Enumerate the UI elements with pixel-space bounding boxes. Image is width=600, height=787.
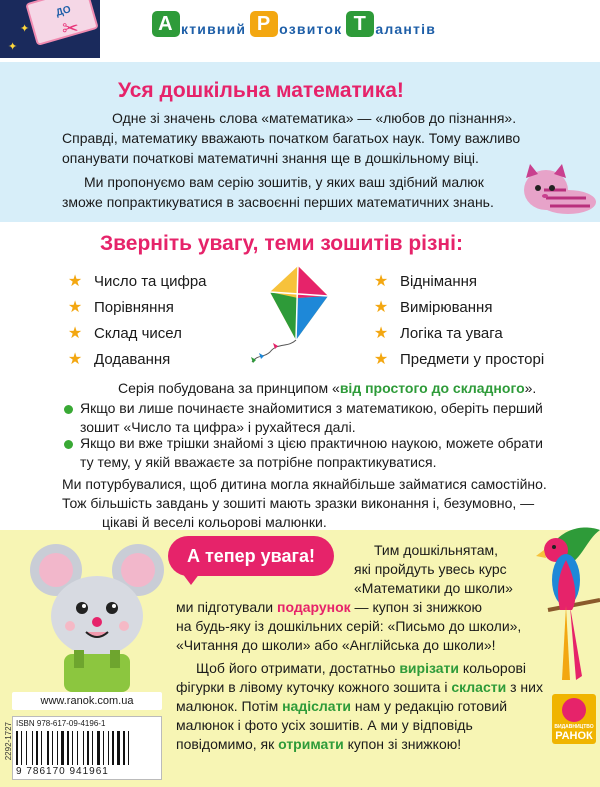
barcode-bar (83, 731, 84, 765)
barcode-bar (65, 731, 66, 765)
barcode-bar (41, 731, 42, 765)
barcode-bar (36, 731, 38, 765)
corner-illustration (0, 0, 100, 58)
promo-text: фігурки в лівому куточку кожного зошита і (176, 679, 452, 695)
topic-label: Вимірювання (400, 298, 493, 316)
publisher-name: РАНОК (555, 730, 593, 742)
barcode-bar (61, 731, 64, 765)
star-icon: ★ (373, 351, 389, 368)
topic-label: Число та цифра (94, 272, 207, 290)
series-brand (152, 11, 440, 37)
barcode-bar (74, 731, 76, 765)
bullet-icon (64, 440, 73, 449)
sun-icon (562, 698, 586, 722)
promo-text: Щоб його отримати, достатньо (196, 660, 400, 676)
promo-text: кольорові (459, 660, 527, 676)
promo-highlight: подарунок (277, 599, 351, 615)
series-closing: Тож більшість завдань у зошиті мають зразки виконання і, безумовно, — (62, 495, 535, 511)
promo-line: на будь-яку із дошкільних серій: «Письмо до школи», (176, 618, 522, 634)
barcode-bar (128, 731, 129, 765)
ean-number: 9 786170 941961 (16, 766, 109, 777)
barcode-bar (121, 731, 122, 765)
promo-text: повідомимо, як (176, 736, 279, 752)
mouse-illustration (28, 536, 166, 692)
topic-label: Порівняння (94, 298, 174, 316)
barcode-bar (85, 731, 86, 765)
promo-line (176, 734, 461, 754)
barcode-bar (67, 731, 69, 765)
barcode-bar (94, 731, 96, 765)
topics-title: Зверніть увагу, теми зошитів різні: (100, 232, 463, 255)
topic-label: Предмети у просторі (400, 350, 545, 368)
promo-callout: А тепер увага! (168, 536, 334, 576)
star-icon: ★ (373, 325, 389, 342)
principle-text: ». (524, 380, 537, 396)
topic-item (62, 297, 174, 317)
intro-line: Ми пропонуємо вам серію зошитів, у яких ваш здібний малюк (84, 174, 484, 190)
promo-text: ми підготували (176, 599, 277, 615)
barcode-bar (39, 731, 40, 765)
topic-item (368, 271, 477, 291)
series-closing: Ми потурбувалися, щоб дитина могла якнайбільше займатися самостійно. (62, 476, 547, 492)
barcode-bar (115, 731, 116, 765)
promo-highlight: скласти (451, 679, 507, 695)
barcode-bar (101, 731, 102, 765)
intro-title: Уся дошкільна математика! (118, 79, 404, 102)
barcode-icon (16, 731, 158, 765)
side-code: 2292-1727 (4, 722, 13, 761)
barcode-bar (103, 731, 104, 765)
promo-highlight: отримати (278, 736, 344, 752)
promo-text: — купон зі знижкою (350, 599, 483, 615)
principle-highlight: від простого до складного (339, 380, 525, 396)
promo-line: «Читання до школи» або «Англійська до школи»! (176, 637, 496, 653)
brand-rest: алантів (375, 21, 437, 37)
promo-line (176, 696, 507, 716)
promo-text: малюнок. Потім (176, 698, 283, 714)
barcode-bar (87, 731, 89, 765)
series-closing: цікаві й веселі кольорові малюнки. (102, 514, 327, 530)
barcode-bar (90, 731, 91, 765)
promo-highlight: вирізати (399, 660, 460, 676)
brand-word (250, 11, 342, 37)
publisher-logo (552, 694, 596, 744)
website-link[interactable]: www.ranok.com.ua (12, 692, 162, 710)
topic-item (368, 349, 544, 369)
barcode-bar (126, 731, 127, 765)
promo-line (196, 658, 526, 678)
barcode-bar (97, 731, 100, 765)
star-icon: ★ (67, 351, 83, 368)
bullet-icon (64, 405, 73, 414)
topic-item (62, 349, 170, 369)
promo-line (176, 677, 543, 697)
barcode-bar (47, 731, 49, 765)
promo-line: які пройдуть увесь курс (354, 561, 507, 577)
star-icon: ★ (67, 325, 83, 342)
brand-initial: Т (346, 11, 374, 37)
barcode-bar (32, 731, 33, 765)
barcode-bar (59, 731, 60, 765)
topic-item (368, 323, 503, 343)
barcode-bar (117, 731, 120, 765)
brand-initial: А (152, 11, 180, 37)
scissors-icon: ✂ (62, 18, 79, 40)
series-bullet-line: зошит «Число та цифра» і рухайтеся далі. (80, 419, 356, 435)
kite-icon (248, 262, 334, 366)
barcode-bar (54, 731, 56, 765)
topic-label: Логіка та увага (400, 324, 503, 342)
brand-rest: ктивний (181, 21, 247, 37)
barcode-bar (57, 731, 58, 765)
principle-text: Серія побудована за принципом « (118, 380, 340, 396)
barcode-bar (112, 731, 114, 765)
brand-word (152, 11, 246, 37)
barcode-bar (26, 731, 27, 765)
isbn: ISBN 978-617-09-4196-1 (16, 719, 106, 728)
intro-line: зможе попрактикуватися в засвоєнні перших математичних знань. (62, 194, 494, 210)
barcode-bar (43, 731, 46, 765)
topic-item (62, 271, 207, 291)
promo-text: з них (506, 679, 543, 695)
barcode-bar (72, 731, 73, 765)
topic-label: Додавання (94, 350, 171, 368)
star-icon: ✦ (8, 41, 18, 53)
topic-item (368, 297, 492, 317)
series-bullet-line: Якщо ви лише починаєте знайомитися з математикою, оберіть перший (80, 400, 543, 416)
barcode-bar (79, 731, 82, 765)
barcode-bar (105, 731, 107, 765)
header (0, 0, 600, 62)
star-icon: ✦ (20, 23, 30, 35)
promo-text: нам у редакцію готовий (351, 698, 508, 714)
barcode-bar (110, 731, 111, 765)
barcode-bar (123, 731, 125, 765)
promo-text: купон зі знижкою! (343, 736, 462, 752)
intro-line: Справді, математику вважають початком багатьох наук. Тому важливо (62, 130, 521, 146)
barcode-bar (77, 731, 78, 765)
series-principle (118, 378, 536, 398)
star-icon: ★ (373, 299, 389, 316)
barcode-bar (130, 731, 132, 765)
series-bullet-line: ту тему, у якій вважаєте за потрібне попрактикуватися. (80, 454, 437, 470)
star-icon: ★ (373, 273, 389, 290)
barcode-bar (19, 731, 20, 765)
topic-label: Віднімання (400, 272, 478, 290)
brand-rest: озвиток (279, 21, 343, 37)
barcode-bar (16, 731, 18, 765)
barcode-bar (52, 731, 53, 765)
parrot-illustration (536, 520, 600, 690)
topic-item (62, 323, 182, 343)
promo-line: «Математики до школи» (354, 580, 513, 596)
star-icon: ★ (67, 273, 83, 290)
promo-line: малюнок і фото усіх зошитів. А ми у відповідь (176, 717, 473, 733)
barcode-bar (92, 731, 93, 765)
barcode-bar (70, 731, 71, 765)
brand-word (346, 11, 436, 37)
intro-line: опанувати початкові математичні знання ще в дошкільному віці. (62, 150, 479, 166)
intro-line: Одне зі значень слова «математика» — «любов до пізнання». (112, 110, 517, 126)
barcode-bar (108, 731, 109, 765)
corner-badge: ДО (54, 4, 73, 19)
barcode-bar (23, 731, 25, 765)
series-bullet-line: Якщо ви вже трішки знайомі з цією практичною наукою, можете обрати (80, 435, 544, 451)
publisher-small: ВИДАВНИЦТВО (554, 724, 594, 730)
topic-label: Склад чисел (94, 324, 182, 342)
promo-line: Тим дошкільнятам, (374, 542, 499, 558)
barcode-bar (28, 731, 31, 765)
star-icon: ★ (67, 299, 83, 316)
barcode-bar (34, 731, 35, 765)
barcode-bar (21, 731, 22, 765)
promo-highlight: надіслати (282, 698, 352, 714)
promo-line (176, 597, 482, 617)
brand-initial: Р (250, 11, 278, 37)
cat-illustration (516, 150, 600, 220)
barcode-bar (50, 731, 51, 765)
